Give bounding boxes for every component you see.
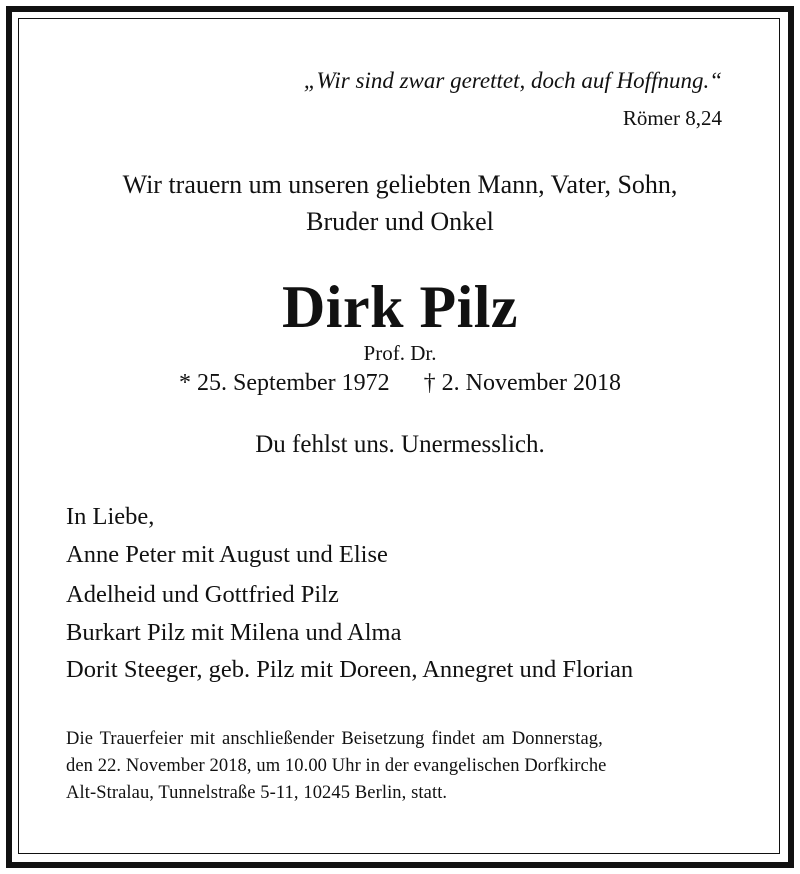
birth-date: * 25. September 1972: [179, 370, 390, 396]
life-dates: [0, 370, 800, 397]
signer-line: Anne Peter mit August und Elise: [66, 541, 388, 568]
signer-line: In Liebe,: [66, 503, 155, 530]
signer-line: Adelheid und Gottfried Pilz: [66, 581, 339, 608]
funeral-notice-line: den 22. November 2018, um 10.00 Uhr in der evangelischen Dorfkirche: [66, 756, 607, 776]
bible-quote: „Wir sind zwar gerettet, doch auf Hoffnung.“: [303, 68, 722, 93]
deceased-academic-title: Prof. Dr.: [363, 341, 437, 365]
funeral-notice-line: Alt-Stralau, Tunnelstraße 5-11, 10245 Berlin, statt.: [66, 783, 448, 803]
mourning-intro-line-1: Wir trauern um unseren geliebten Mann, Vater, Sohn,: [122, 170, 678, 199]
bible-quote-reference: Römer 8,24: [622, 106, 722, 130]
signer-line: Burkart Pilz mit Milena und Alma: [66, 619, 402, 646]
funeral-notice-line: Die Trauerfeier mit anschließender Beisetzung findet am Donnerstag,: [66, 729, 603, 749]
closing-line: Du fehlst uns. Unermesslich.: [255, 431, 545, 458]
mourning-intro-line-2: Bruder und Onkel: [306, 207, 494, 236]
signer-line: Dorit Steeger, geb. Pilz mit Doreen, Annegret und Florian: [66, 656, 634, 683]
death-date: † 2. November 2018: [423, 370, 621, 396]
deceased-name: Dirk Pilz: [281, 274, 519, 340]
